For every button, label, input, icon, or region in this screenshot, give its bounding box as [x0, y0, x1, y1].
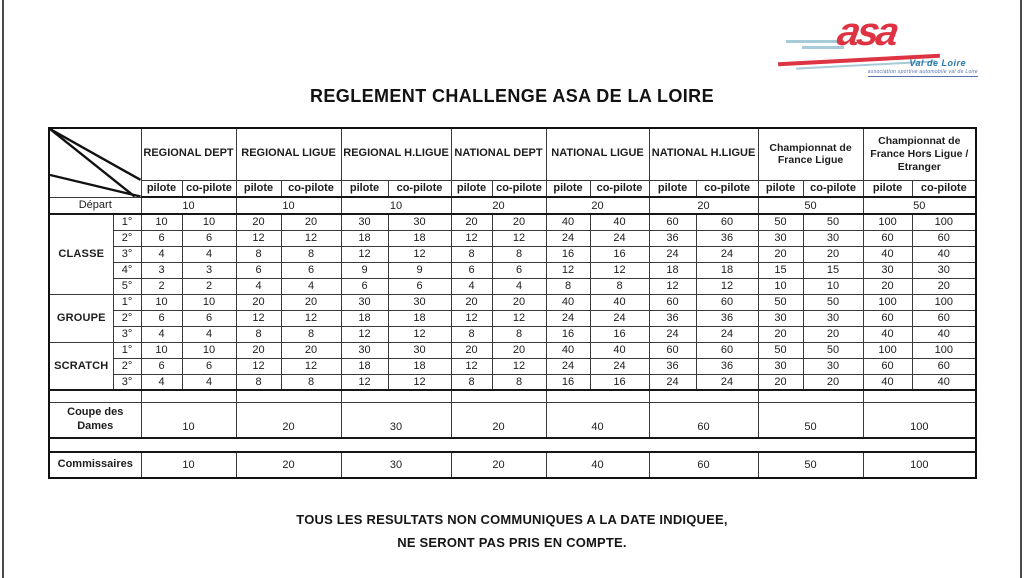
- points-cell: 6: [182, 358, 236, 374]
- points-cell: 12: [236, 310, 281, 326]
- footer-notice-line2: NE SERONT PAS PRIS EN COMPTE.: [397, 534, 627, 550]
- spacer-cell: [341, 390, 451, 402]
- subheader-pilote-7: pilote: [758, 180, 803, 197]
- points-cell: 2: [182, 278, 236, 294]
- points-cell: 20: [492, 294, 546, 310]
- points-cell: 20: [912, 278, 976, 294]
- points-table: [48, 127, 977, 479]
- commissaires-value-8: 100: [863, 452, 976, 478]
- points-cell: 30: [388, 294, 451, 310]
- depart-value-7: 50: [758, 197, 863, 214]
- depart-label: Départ: [49, 197, 141, 214]
- subheader-pilote-2: pilote: [236, 180, 281, 197]
- subheader-pilote-4: pilote: [451, 180, 492, 197]
- points-cell: 16: [546, 326, 590, 342]
- points-cell: 24: [546, 310, 590, 326]
- points-cell: 40: [863, 246, 912, 262]
- points-cell: 8: [546, 278, 590, 294]
- logo-brand-text: asa: [834, 10, 900, 54]
- position-label: 2°: [113, 310, 141, 326]
- points-cell: 8: [492, 326, 546, 342]
- group-header-4: NATIONAL DEPT: [451, 128, 546, 180]
- points-cell: 30: [388, 214, 451, 230]
- group-header-6: NATIONAL H.LIGUE: [649, 128, 758, 180]
- points-cell: 12: [492, 358, 546, 374]
- points-cell: 100: [912, 294, 976, 310]
- depart-value-3: 10: [341, 197, 451, 214]
- points-cell: 16: [590, 326, 649, 342]
- points-cell: 60: [912, 230, 976, 246]
- position-label: 3°: [113, 246, 141, 262]
- points-cell: 30: [803, 310, 863, 326]
- position-label: 4°: [113, 262, 141, 278]
- points-cell: 24: [546, 230, 590, 246]
- points-cell: 50: [758, 294, 803, 310]
- points-cell: 4: [182, 374, 236, 390]
- commissaires-value-1: 10: [141, 452, 236, 478]
- commissaires-value-6: 60: [649, 452, 758, 478]
- asa-logo: [778, 10, 978, 78]
- points-cell: 8: [451, 374, 492, 390]
- subheader-copilote-5: co-pilote: [590, 180, 649, 197]
- points-cell: 12: [281, 230, 341, 246]
- points-cell: 12: [696, 278, 758, 294]
- points-cell: 8: [492, 374, 546, 390]
- spacer-cell: [546, 390, 649, 402]
- points-cell: 10: [758, 278, 803, 294]
- points-cell: 36: [649, 230, 696, 246]
- points-cell: 4: [182, 246, 236, 262]
- points-cell: 40: [912, 326, 976, 342]
- points-cell: 8: [451, 246, 492, 262]
- points-cell: 20: [758, 246, 803, 262]
- footer-notice-line1: TOUS LES RESULTATS NON COMMUNIQUES A LA DATE INDIQUEE,: [296, 512, 728, 527]
- points-cell: 4: [141, 246, 182, 262]
- points-cell: 40: [590, 342, 649, 358]
- depart-value-6: 20: [649, 197, 758, 214]
- points-cell: 8: [281, 246, 341, 262]
- points-cell: 18: [388, 310, 451, 326]
- coupe-value-3: 30: [341, 402, 451, 438]
- points-cell: 50: [803, 294, 863, 310]
- points-cell: 12: [341, 326, 388, 342]
- points-cell: 10: [803, 278, 863, 294]
- points-cell: 36: [696, 358, 758, 374]
- points-cell: 24: [696, 246, 758, 262]
- position-label: 1°: [113, 342, 141, 358]
- points-cell: 40: [546, 294, 590, 310]
- points-cell: 30: [341, 294, 388, 310]
- position-label: 2°: [113, 358, 141, 374]
- points-cell: 30: [803, 230, 863, 246]
- points-cell: 12: [590, 262, 649, 278]
- points-cell: 4: [141, 326, 182, 342]
- points-cell: 4: [236, 278, 281, 294]
- points-cell: 60: [912, 310, 976, 326]
- points-cell: 4: [182, 326, 236, 342]
- depart-value-1: 10: [141, 197, 236, 214]
- points-cell: 20: [451, 342, 492, 358]
- points-cell: 50: [758, 342, 803, 358]
- points-cell: 60: [863, 310, 912, 326]
- points-cell: 12: [341, 374, 388, 390]
- group-header-8: Championnat de France Hors Ligue / Etranger: [863, 128, 976, 180]
- points-cell: 18: [341, 310, 388, 326]
- spacer-cell: [649, 390, 758, 402]
- points-cell: 12: [451, 358, 492, 374]
- subheader-pilote-1: pilote: [141, 180, 182, 197]
- points-cell: 24: [649, 246, 696, 262]
- points-cell: 36: [649, 310, 696, 326]
- points-cell: 24: [590, 230, 649, 246]
- points-cell: 40: [546, 342, 590, 358]
- points-cell: 10: [182, 294, 236, 310]
- spacer-cell: [451, 390, 546, 402]
- points-cell: 20: [803, 374, 863, 390]
- commissaires-value-4: 20: [451, 452, 546, 478]
- commissaires-value-3: 30: [341, 452, 451, 478]
- points-cell: 8: [451, 326, 492, 342]
- points-cell: 20: [281, 342, 341, 358]
- points-cell: 100: [863, 342, 912, 358]
- points-cell: 10: [182, 342, 236, 358]
- section-label-classe: CLASSE: [49, 214, 113, 294]
- position-label: 3°: [113, 374, 141, 390]
- points-cell: 18: [388, 358, 451, 374]
- points-cell: 24: [590, 310, 649, 326]
- points-cell: 36: [649, 358, 696, 374]
- points-cell: 20: [803, 326, 863, 342]
- points-cell: 40: [590, 294, 649, 310]
- points-cell: 6: [492, 262, 546, 278]
- position-label: 1°: [113, 294, 141, 310]
- points-cell: 60: [649, 214, 696, 230]
- points-cell: 40: [912, 374, 976, 390]
- points-cell: 50: [803, 214, 863, 230]
- coupe-value-7: 50: [758, 402, 863, 438]
- points-cell: 6: [141, 230, 182, 246]
- points-cell: 12: [492, 230, 546, 246]
- position-label: 1°: [113, 214, 141, 230]
- points-cell: 10: [141, 294, 182, 310]
- points-cell: 16: [546, 246, 590, 262]
- group-header-1: REGIONAL DEPT: [141, 128, 236, 180]
- points-cell: 100: [912, 214, 976, 230]
- commissaires-value-7: 50: [758, 452, 863, 478]
- section-label-groupe: GROUPE: [49, 294, 113, 342]
- coupe-value-2: 20: [236, 402, 341, 438]
- points-cell: 20: [863, 278, 912, 294]
- points-cell: 60: [863, 358, 912, 374]
- points-cell: 8: [236, 326, 281, 342]
- points-cell: 15: [803, 262, 863, 278]
- subheader-pilote-3: pilote: [341, 180, 388, 197]
- spacer-row: [49, 438, 976, 452]
- points-cell: 20: [803, 246, 863, 262]
- points-cell: 20: [281, 214, 341, 230]
- depart-value-2: 10: [236, 197, 341, 214]
- position-label: 5°: [113, 278, 141, 294]
- points-cell: 12: [451, 230, 492, 246]
- points-cell: 36: [696, 310, 758, 326]
- points-cell: 12: [388, 326, 451, 342]
- coupe-value-8: 100: [863, 402, 976, 438]
- spacer-cell: [758, 390, 863, 402]
- points-cell: 40: [546, 214, 590, 230]
- points-cell: 6: [182, 230, 236, 246]
- points-cell: 24: [649, 326, 696, 342]
- points-cell: 24: [649, 374, 696, 390]
- points-cell: 6: [236, 262, 281, 278]
- logo-tagline-text: association sportive automobile val de Loire: [867, 69, 978, 75]
- points-cell: 60: [863, 230, 912, 246]
- points-cell: 18: [649, 262, 696, 278]
- points-cell: 15: [758, 262, 803, 278]
- subheader-pilote-8: pilote: [863, 180, 912, 197]
- points-cell: 12: [236, 358, 281, 374]
- points-cell: 12: [492, 310, 546, 326]
- points-cell: 8: [492, 246, 546, 262]
- subheader-copilote-1: co-pilote: [182, 180, 236, 197]
- points-cell: 12: [451, 310, 492, 326]
- points-cell: 30: [758, 358, 803, 374]
- subheader-copilote-6: co-pilote: [696, 180, 758, 197]
- points-cell: 100: [863, 214, 912, 230]
- commissaires-label: Commissaires: [49, 452, 141, 478]
- group-header-2: REGIONAL LIGUE: [236, 128, 341, 180]
- points-cell: 6: [451, 262, 492, 278]
- points-cell: 36: [696, 230, 758, 246]
- spacer-cell: [49, 390, 141, 402]
- points-cell: 18: [388, 230, 451, 246]
- points-cell: 3: [141, 262, 182, 278]
- points-cell: 8: [281, 374, 341, 390]
- points-cell: 30: [803, 358, 863, 374]
- points-cell: 18: [341, 230, 388, 246]
- page-title: REGLEMENT CHALLENGE ASA DE LA LOIRE: [309, 86, 714, 106]
- coupe-value-6: 60: [649, 402, 758, 438]
- points-cell: 100: [912, 342, 976, 358]
- position-label: 3°: [113, 326, 141, 342]
- points-cell: 16: [546, 374, 590, 390]
- depart-value-5: 20: [546, 197, 649, 214]
- points-cell: 30: [912, 262, 976, 278]
- points-cell: 10: [141, 342, 182, 358]
- points-cell: 12: [236, 230, 281, 246]
- points-cell: 20: [758, 326, 803, 342]
- corner-cell: [49, 128, 141, 197]
- points-cell: 40: [912, 246, 976, 262]
- coupe-des-dames-label: Coupe des Dames: [49, 402, 141, 438]
- points-cell: 8: [590, 278, 649, 294]
- points-cell: 8: [281, 326, 341, 342]
- points-cell: 12: [388, 246, 451, 262]
- points-cell: 30: [388, 342, 451, 358]
- points-cell: 20: [492, 214, 546, 230]
- points-cell: 16: [590, 374, 649, 390]
- subheader-copilote-7: co-pilote: [803, 180, 863, 197]
- points-cell: 24: [696, 374, 758, 390]
- points-cell: 40: [863, 374, 912, 390]
- points-cell: 12: [388, 374, 451, 390]
- points-cell: 60: [912, 358, 976, 374]
- points-cell: 30: [341, 342, 388, 358]
- points-cell: 4: [492, 278, 546, 294]
- points-cell: 6: [182, 310, 236, 326]
- points-cell: 10: [182, 214, 236, 230]
- points-cell: 10: [141, 214, 182, 230]
- spacer-cell: [141, 390, 236, 402]
- coupe-value-4: 20: [451, 402, 546, 438]
- points-cell: 12: [649, 278, 696, 294]
- points-cell: 9: [341, 262, 388, 278]
- logo-region-text: Val de Loire: [909, 58, 966, 68]
- group-header-3: REGIONAL H.LIGUE: [341, 128, 451, 180]
- points-cell: 24: [590, 358, 649, 374]
- depart-value-4: 20: [451, 197, 546, 214]
- points-cell: 6: [141, 358, 182, 374]
- points-cell: 40: [590, 214, 649, 230]
- points-cell: 60: [696, 214, 758, 230]
- section-label-scratch: SCRATCH: [49, 342, 113, 390]
- points-cell: 4: [281, 278, 341, 294]
- points-cell: 20: [451, 214, 492, 230]
- position-label: 2°: [113, 230, 141, 246]
- points-cell: 16: [590, 246, 649, 262]
- points-cell: 50: [758, 214, 803, 230]
- points-cell: 2: [141, 278, 182, 294]
- points-cell: 18: [696, 262, 758, 278]
- points-cell: 30: [758, 310, 803, 326]
- coupe-value-5: 40: [546, 402, 649, 438]
- points-cell: 100: [863, 294, 912, 310]
- subheader-copilote-4: co-pilote: [492, 180, 546, 197]
- points-cell: 20: [492, 342, 546, 358]
- subheader-pilote-6: pilote: [649, 180, 696, 197]
- points-cell: 12: [546, 262, 590, 278]
- points-cell: 18: [341, 358, 388, 374]
- points-cell: 20: [236, 214, 281, 230]
- points-cell: 30: [758, 230, 803, 246]
- points-cell: 6: [141, 310, 182, 326]
- corner-diagonal-lines: [50, 129, 141, 197]
- points-cell: 20: [236, 342, 281, 358]
- points-cell: 24: [696, 326, 758, 342]
- subheader-copilote-3: co-pilote: [388, 180, 451, 197]
- points-cell: 6: [388, 278, 451, 294]
- commissaires-value-2: 20: [236, 452, 341, 478]
- coupe-value-1: 10: [141, 402, 236, 438]
- points-cell: 40: [863, 326, 912, 342]
- points-cell: 4: [451, 278, 492, 294]
- points-cell: 8: [236, 374, 281, 390]
- points-table-wrapper: [48, 127, 977, 479]
- points-cell: 12: [341, 246, 388, 262]
- points-cell: 12: [281, 358, 341, 374]
- points-cell: 6: [281, 262, 341, 278]
- group-header-7: Championnat de France Ligue: [758, 128, 863, 180]
- subheader-copilote-2: co-pilote: [281, 180, 341, 197]
- points-cell: 6: [341, 278, 388, 294]
- points-cell: 60: [696, 294, 758, 310]
- spacer-cell: [863, 390, 976, 402]
- subheader-copilote-8: co-pilote: [912, 180, 976, 197]
- points-cell: 20: [236, 294, 281, 310]
- points-cell: 60: [696, 342, 758, 358]
- points-cell: 8: [236, 246, 281, 262]
- points-cell: 3: [182, 262, 236, 278]
- points-cell: 20: [451, 294, 492, 310]
- points-cell: 50: [803, 342, 863, 358]
- depart-value-8: 50: [863, 197, 976, 214]
- points-cell: 24: [546, 358, 590, 374]
- points-cell: 60: [649, 342, 696, 358]
- points-cell: 9: [388, 262, 451, 278]
- commissaires-value-5: 40: [546, 452, 649, 478]
- subheader-pilote-5: pilote: [546, 180, 590, 197]
- points-cell: 20: [758, 374, 803, 390]
- points-cell: 30: [863, 262, 912, 278]
- footer-notice: [0, 509, 1024, 555]
- group-header-5: NATIONAL LIGUE: [546, 128, 649, 180]
- points-cell: 12: [281, 310, 341, 326]
- points-cell: 20: [281, 294, 341, 310]
- spacer-cell: [236, 390, 341, 402]
- points-cell: 4: [141, 374, 182, 390]
- points-cell: 60: [649, 294, 696, 310]
- points-cell: 30: [341, 214, 388, 230]
